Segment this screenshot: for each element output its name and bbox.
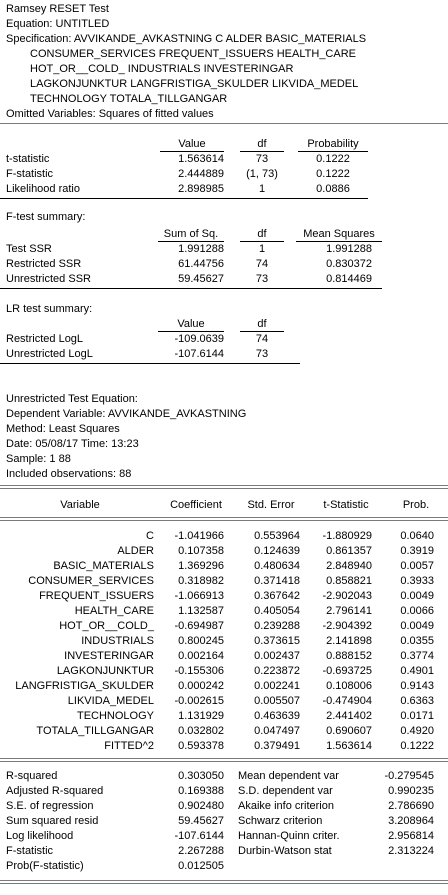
stat-value: 1.563614 (178, 153, 224, 165)
coef-prob: 0.9143 (400, 680, 434, 692)
col-header-sum-of-sq: Sum of Sq. (163, 228, 219, 240)
coef-variable: LANGFRISTIGA_SKULDER (15, 680, 154, 692)
summary-value: 2.956814 (388, 830, 434, 842)
coef-std-error: 0.002241 (254, 680, 300, 692)
stat-value: 2.444889 (178, 168, 224, 180)
coef-variable: TECHNOLOGY (76, 710, 154, 722)
summary-label: Adjusted R-squared (6, 785, 104, 797)
summary-value: -0.279545 (384, 770, 434, 782)
coef-prob: 0.0355 (400, 635, 434, 647)
coef-t-statistic: -2.904392 (322, 620, 372, 632)
lrtest-df: 74 (255, 333, 269, 345)
table-bottom-rule (0, 198, 368, 199)
sample-range: Sample: 1 88 (6, 453, 71, 465)
specification-line: HOT_OR__COLD_ INDUSTRIALS INVESTERINGAR (30, 63, 294, 75)
coef-coefficient: -1.066913 (174, 590, 224, 602)
ftest-mean-sq: 0.830372 (326, 258, 372, 270)
coef-coefficient: 0.593378 (178, 740, 224, 752)
coef-variable: CONSUMER_SERVICES (28, 575, 154, 587)
coef-variable: HOT_OR__COLD_ (59, 620, 154, 632)
col-header-value: Value (177, 318, 205, 330)
col-header-t-statistic: t-Statistic (323, 499, 369, 511)
coef-coefficient: -1.041966 (174, 530, 224, 542)
output-title: Ramsey RESET Test (6, 3, 109, 15)
coef-prob: 0.0049 (400, 620, 434, 632)
ftest-title: F-test summary: (6, 211, 86, 223)
ftest-df: 73 (255, 273, 269, 285)
equation-name: Equation: UNTITLED (6, 18, 110, 30)
coef-coefficient: 1.131929 (178, 710, 224, 722)
summary-value: 3.208964 (388, 815, 434, 827)
stat-df: 73 (255, 153, 269, 165)
coef-coefficient: 0.000242 (178, 680, 224, 692)
ftest-label: Test SSR (6, 243, 52, 255)
col-header-coefficient: Coefficient (170, 499, 222, 511)
coef-std-error: 0.223872 (254, 665, 300, 677)
section-divider (0, 883, 448, 884)
coef-prob: 0.3919 (400, 545, 434, 557)
summary-label: S.D. dependent var (238, 785, 333, 797)
coef-std-error: 0.373615 (254, 635, 300, 647)
stat-label: Likelihood ratio (6, 183, 80, 195)
lrtest-label: Restricted LogL (6, 333, 84, 345)
section-divider (0, 485, 448, 486)
coef-variable: FITTED^2 (104, 740, 154, 752)
coef-coefficient: 0.107358 (178, 545, 224, 557)
stat-probability: 0.1222 (316, 168, 350, 180)
lrtest-label: Unrestricted LogL (6, 348, 93, 360)
col-header-prob: Prob. (402, 499, 430, 511)
col-header-df: df (257, 318, 267, 330)
col-header-value: Value (178, 138, 206, 150)
coef-variable: HEALTH_CARE (74, 605, 154, 617)
coef-t-statistic: -0.693725 (322, 665, 372, 677)
coef-coefficient: -0.002615 (174, 695, 224, 707)
coef-coefficient: 1.132587 (178, 605, 224, 617)
section-divider (0, 123, 448, 124)
coef-prob: 0.0066 (400, 605, 434, 617)
ftest-label: Restricted SSR (6, 258, 82, 270)
coef-coefficient: -0.694987 (174, 620, 224, 632)
coef-std-error: 0.463639 (254, 710, 300, 722)
ftest-sum-sq: 61.44756 (178, 258, 224, 270)
coef-t-statistic: -1.880929 (322, 530, 372, 542)
section-divider (0, 758, 448, 759)
specification-line: LAGKONJUNKTUR LANGFRISTIGA_SKULDER LIKVIDA_MEDEL (30, 78, 359, 90)
coef-std-error: 0.002437 (254, 650, 300, 662)
summary-value: 0.303050 (178, 770, 224, 782)
coef-coefficient: -0.155306 (174, 665, 224, 677)
coef-std-error: 0.480634 (254, 560, 300, 572)
coef-std-error: 0.239288 (254, 620, 300, 632)
col-header-variable: Variable (60, 499, 100, 511)
coef-t-statistic: 2.141898 (326, 635, 372, 647)
summary-label: F-statistic (6, 845, 54, 857)
section-divider (0, 488, 448, 489)
stat-df: 1 (258, 183, 266, 195)
stat-label: t-statistic (6, 153, 50, 165)
specification-line: TECHNOLOGY TOTALA_TILLGANGAR (30, 93, 228, 105)
section-divider (0, 761, 448, 762)
included-observations: Included observations: 88 (6, 468, 132, 480)
coef-prob: 0.6363 (400, 695, 434, 707)
lrtest-value: -107.6144 (174, 348, 224, 360)
coef-variable: ALDER (117, 545, 154, 557)
stat-probability: 0.0886 (316, 183, 350, 195)
summary-label: Mean dependent var (238, 770, 339, 782)
coef-t-statistic: -0.474904 (322, 695, 372, 707)
lrtest-df: 73 (255, 348, 269, 360)
section-divider (0, 520, 448, 521)
lrtest-title: LR test summary: (6, 303, 93, 315)
coef-prob: 0.0057 (400, 560, 434, 572)
summary-label: Log likelihood (6, 830, 74, 842)
ftest-df: 1 (258, 243, 266, 255)
coef-variable: LAGKONJUNKTUR (56, 665, 154, 677)
coef-t-statistic: 2.441402 (326, 710, 372, 722)
coef-t-statistic: 2.848940 (326, 560, 372, 572)
col-header-std-error: Std. Error (247, 499, 295, 511)
coef-std-error: 0.379491 (254, 740, 300, 752)
coef-prob: 0.0640 (400, 530, 434, 542)
coef-prob: 0.3933 (400, 575, 434, 587)
coef-t-statistic: 1.563614 (326, 740, 372, 752)
stat-probability: 0.1222 (316, 153, 350, 165)
coef-std-error: 0.005507 (254, 695, 300, 707)
summary-value: 0.012505 (178, 860, 224, 872)
coef-coefficient: 0.318982 (178, 575, 224, 587)
unrestricted-title: Unrestricted Test Equation: (6, 393, 138, 405)
coef-std-error: 0.371418 (254, 575, 300, 587)
specification-line: CONSUMER_SERVICES FREQUENT_ISSUERS HEALTH_CARE (30, 48, 356, 60)
summary-label: Durbin-Watson stat (238, 845, 332, 857)
summary-value: 2.313224 (388, 845, 434, 857)
summary-label: Sum squared resid (6, 815, 99, 827)
summary-value: 2.786690 (388, 800, 434, 812)
coef-variable: FREQUENT_ISSUERS (39, 590, 154, 602)
summary-value: 0.169388 (178, 785, 224, 797)
coef-t-statistic: 0.861357 (326, 545, 372, 557)
omitted-variables: Omitted Variables: Squares of fitted values (6, 108, 214, 120)
summary-value: -107.6144 (174, 830, 224, 842)
specification-line: Specification: AVVIKANDE_AVKASTNING C ALDER BASIC_MATERIALS (6, 33, 367, 45)
coef-variable: LIKVIDA_MEDEL (67, 695, 154, 707)
col-header-probability: Probability (307, 138, 359, 150)
ftest-sum-sq: 59.45627 (178, 273, 224, 285)
coef-variable: INVESTERINGAR (64, 650, 154, 662)
dependent-variable: Dependent Variable: AVVIKANDE_AVKASTNING (6, 408, 247, 420)
coef-prob: 0.1222 (400, 740, 434, 752)
col-header-df: df (257, 228, 267, 240)
summary-value: 2.267288 (178, 845, 224, 857)
coef-coefficient: 0.002164 (178, 650, 224, 662)
lrtest-value: -109.0639 (174, 333, 224, 345)
summary-label: Schwarz criterion (238, 815, 323, 827)
coef-coefficient: 0.800245 (178, 635, 224, 647)
summary-label: R-squared (6, 770, 58, 782)
section-divider (0, 880, 448, 881)
summary-label: S.E. of regression (6, 800, 94, 812)
coef-t-statistic: 0.690607 (326, 725, 372, 737)
coef-variable: INDUSTRIALS (81, 635, 154, 647)
date-time: Date: 05/08/17 Time: 13:23 (6, 438, 139, 450)
coef-t-statistic: 0.888152 (326, 650, 372, 662)
coef-t-statistic: -2.902043 (322, 590, 372, 602)
summary-label: Prob(F-statistic) (6, 860, 84, 872)
coef-std-error: 0.124639 (254, 545, 300, 557)
coef-t-statistic: 0.858821 (326, 575, 372, 587)
ftest-mean-sq: 0.814469 (326, 273, 372, 285)
coef-prob: 0.4920 (400, 725, 434, 737)
summary-value: 0.990235 (388, 785, 434, 797)
section-divider (0, 517, 448, 518)
coef-prob: 0.0171 (400, 710, 434, 722)
table-bottom-rule (0, 288, 382, 289)
estimation-method: Method: Least Squares (6, 423, 120, 435)
coef-std-error: 0.405054 (254, 605, 300, 617)
coef-t-statistic: 2.796141 (326, 605, 372, 617)
ftest-df: 74 (255, 258, 269, 270)
stat-value: 2.898985 (178, 183, 224, 195)
ftest-label: Unrestricted SSR (6, 273, 91, 285)
coef-prob: 0.4901 (400, 665, 434, 677)
col-header-df: df (257, 138, 267, 150)
coef-std-error: 0.367642 (254, 590, 300, 602)
coef-coefficient: 1.369296 (178, 560, 224, 572)
ftest-sum-sq: 1.991288 (178, 243, 224, 255)
coef-prob: 0.0049 (400, 590, 434, 602)
coef-variable: C (146, 530, 154, 542)
coef-coefficient: 0.032802 (178, 725, 224, 737)
coef-variable: BASIC_MATERIALS (53, 560, 154, 572)
ftest-mean-sq: 1.991288 (326, 243, 372, 255)
summary-label: Akaike info criterion (238, 800, 334, 812)
table-bottom-rule (0, 363, 300, 364)
summary-value: 0.902480 (178, 800, 224, 812)
summary-label: Hannan-Quinn criter. (238, 830, 340, 842)
coef-prob: 0.3774 (400, 650, 434, 662)
summary-value: 59.45627 (178, 815, 224, 827)
coef-t-statistic: 0.108006 (326, 680, 372, 692)
stat-label: F-statistic (6, 168, 54, 180)
coef-std-error: 0.047497 (254, 725, 300, 737)
coef-std-error: 0.553964 (254, 530, 300, 542)
stat-df: (1, 73) (246, 168, 278, 180)
col-header-mean-squares: Mean Squares (303, 228, 375, 240)
coef-variable: TOTALA_TILLGANGAR (36, 725, 154, 737)
